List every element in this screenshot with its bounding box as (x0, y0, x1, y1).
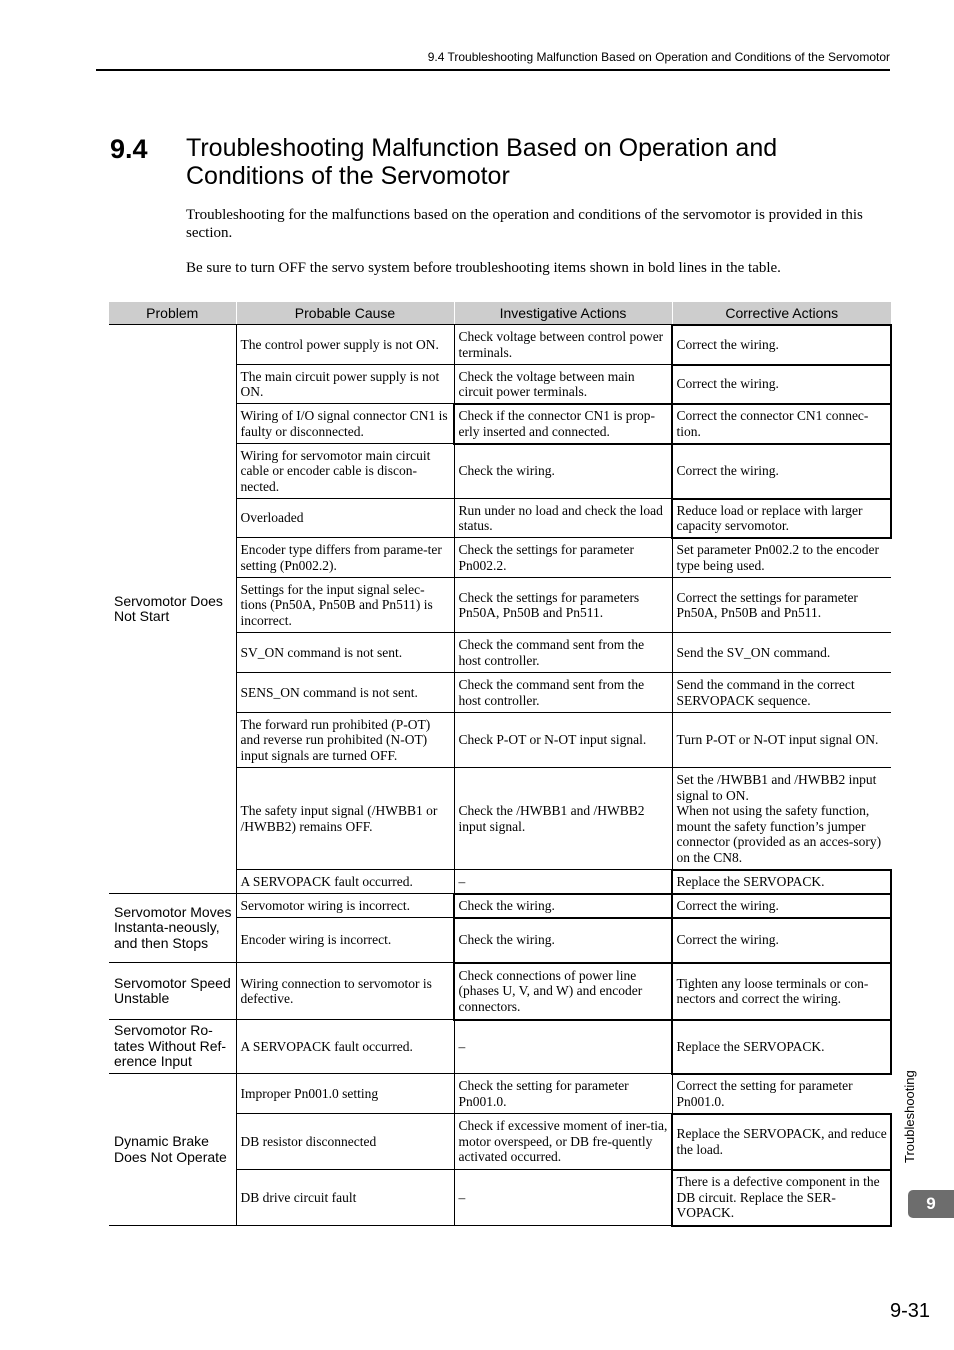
cause-cell: Servomotor wiring is incorrect. (236, 894, 454, 918)
investigate-cell: Check the wiring. (454, 444, 672, 499)
header-probable-cause: Probable Cause (236, 302, 454, 325)
section-title: Troubleshooting Malfunction Based on Operation and Conditions of the Servomotor (186, 134, 778, 190)
problem-cell: Servomotor Speed Unstable (109, 963, 236, 1020)
cause-cell: Wiring connection to servomotor is defective. (236, 963, 454, 1020)
problem-cell: Dynamic Brake Does Not Operate (109, 1074, 236, 1226)
cause-cell: Settings for the input signal selec-tions (Pn50A, Pn50B and Pn511) is incorrect. (236, 578, 454, 633)
correct-cell: Send the SV_ON command. (672, 633, 891, 673)
correct-cell: Send the command in the correct SERVOPACK sequence. (672, 673, 891, 713)
running-header: 9.4 Troubleshooting Malfunction Based on Operation and Conditions of the Servomotor (96, 50, 890, 71)
correct-cell: Correct the wiring. (672, 918, 891, 963)
investigate-cell: Check the setting for parameter Pn001.0. (454, 1074, 672, 1114)
cause-cell: Improper Pn001.0 setting (236, 1074, 454, 1114)
correct-cell: Set the /HWBB1 and /HWBB2 input signal to ON. When not using the safety function, mount the safety function’s jumper connector (provided as an acces-sory) on the CN8. (672, 768, 891, 870)
table-row (109, 1020, 891, 1074)
cause-cell: A SERVOPACK fault occurred. (236, 1020, 454, 1074)
correct-cell: Correct the wiring. (672, 894, 891, 918)
investigate-cell: – (454, 870, 672, 894)
investigate-cell: Check the command sent from the host controller. (454, 633, 672, 673)
correct-cell: There is a defective component in the DB circuit. Replace the SER-VOPACK. (672, 1170, 891, 1226)
section-number: 9.4 (110, 134, 148, 164)
correct-cell: Correct the settings for parameter Pn50A, Pn50B and Pn511. (672, 578, 891, 633)
header-corrective-actions: Corrective Actions (672, 302, 891, 325)
investigate-cell: Check if excessive moment of iner-tia, motor overspeed, or DB fre-quently activated occurred. (454, 1114, 672, 1170)
cause-cell: Encoder type differs from parame-ter setting (Pn002.2). (236, 538, 454, 578)
investigate-cell: Check the settings for parameter Pn002.2. (454, 538, 672, 578)
correct-cell: Reduce load or replace with larger capacity servomotor. (672, 499, 891, 538)
investigate-cell: Check if the connector CN1 is prop-erly inserted and connected. (454, 404, 672, 444)
correct-cell: Correct the wiring. (672, 444, 891, 499)
header-problem: Problem (109, 302, 236, 325)
cause-cell: Overloaded (236, 499, 454, 538)
investigate-cell: Run under no load and check the load status. (454, 499, 672, 538)
cause-cell: Wiring for servomotor main circuit cable or encoder cable is discon-nected. (236, 444, 454, 499)
bold-lines-note: Be sure to turn OFF the servo system before troubleshooting items shown in bold lines in the table. (186, 260, 781, 276)
correct-cell: Correct the setting for parameter Pn001.0. (672, 1074, 891, 1114)
header-investigative-actions: Investigative Actions (454, 302, 672, 325)
correct-cell: Correct the wiring. (672, 325, 891, 365)
cause-cell: DB drive circuit fault (236, 1170, 454, 1226)
table-row (109, 1074, 891, 1114)
cause-cell: The control power supply is not ON. (236, 325, 454, 365)
cause-cell: SENS_ON command is not sent. (236, 673, 454, 713)
troubleshooting-table (109, 302, 891, 1226)
intro-paragraph: Troubleshooting for the malfunctions based on the operation and conditions of the servomotor is provided in this section. (186, 207, 863, 241)
cause-cell: SV_ON command is not sent. (236, 633, 454, 673)
correct-cell: Correct the wiring. (672, 365, 891, 404)
investigate-cell: Check the settings for parameters Pn50A, Pn50B and Pn511. (454, 578, 672, 633)
cause-cell: The forward run prohibited (P-OT) and reverse run prohibited (N-OT) input signals are turned OFF. (236, 713, 454, 768)
investigate-cell: Check the /HWBB1 and /HWBB2 input signal. (454, 768, 672, 870)
correct-cell: Tighten any loose terminals or con-nectors and correct the wiring. (672, 963, 891, 1020)
cause-cell: A SERVOPACK fault occurred. (236, 870, 454, 894)
table-row (109, 963, 891, 1020)
investigate-cell: Check the command sent from the host controller. (454, 673, 672, 713)
chapter-tab: 9 (908, 1190, 954, 1218)
investigate-cell: Check P-OT or N-OT input signal. (454, 713, 672, 768)
page-number: 9-31 (889, 1300, 930, 1322)
correct-cell: Replace the SERVOPACK. (672, 870, 891, 894)
investigate-cell: Check connections of power line (phases U, V, and W) and encoder connectors. (454, 963, 672, 1020)
investigate-cell: Check the wiring. (454, 894, 672, 918)
table-row (109, 325, 891, 365)
investigate-cell: – (454, 1170, 672, 1226)
problem-cell: Servomotor Moves Instanta-neously, and then Stops (109, 894, 236, 963)
correct-cell: Replace the SERVOPACK, and reduce the load. (672, 1114, 891, 1170)
correct-cell: Replace the SERVOPACK. (672, 1020, 891, 1074)
cause-cell: The main circuit power supply is not ON. (236, 365, 454, 404)
correct-cell: Turn P-OT or N-OT input signal ON. (672, 713, 891, 768)
correct-cell: Correct the connector CN1 connec-tion. (672, 404, 891, 444)
investigate-cell: Check the voltage between main circuit power terminals. (454, 365, 672, 404)
investigate-cell: – (454, 1020, 672, 1074)
cause-cell: DB resistor disconnected (236, 1114, 454, 1170)
investigate-cell: Check the wiring. (454, 918, 672, 963)
table-header-row (109, 302, 891, 325)
cause-cell: Wiring of I/O signal connector CN1 is faulty or disconnected. (236, 404, 454, 444)
correct-cell: Set parameter Pn002.2 to the encoder type being used. (672, 538, 891, 578)
problem-cell: Servomotor Does Not Start (109, 325, 236, 894)
cause-cell: The safety input signal (/HWBB1 or /HWBB2) remains OFF. (236, 768, 454, 870)
cause-cell: Encoder wiring is incorrect. (236, 918, 454, 963)
problem-cell: Servomotor Ro-tates Without Ref-erence Input (109, 1020, 236, 1074)
investigate-cell: Check voltage between control power terminals. (454, 325, 672, 365)
chapter-side-label: Troubleshooting (902, 1070, 917, 1163)
table-row (109, 894, 891, 918)
